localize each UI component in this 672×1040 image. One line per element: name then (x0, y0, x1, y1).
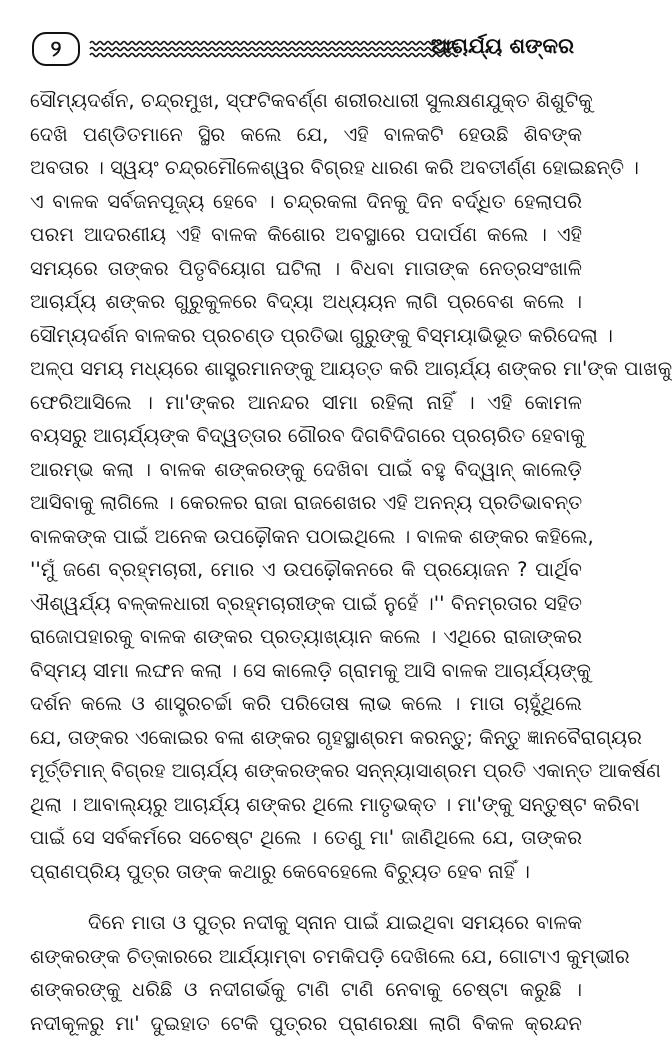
text-line: ଏ ବାଳକ ସର୍ବଜନପୂଜ୍ୟ ହେବେ । ଚନ୍ଦ୍ରକଳା ଦିନକୁ ଦିନ ବର୍ଦ୍ଧିତ ହେଲାପରି (30, 185, 582, 219)
text-line: ଆରମ୍ଭ କଲା । ବାଳକ ଶଙ୍କରଙ୍କୁ ଦେଖିବା ପାଇଁ ବହୁ ବିଦ୍ୱାନ୍ କାଲେଡ଼ି (30, 453, 582, 487)
text-line: ପରମ ଆଦରଣୀୟ ଏହି ବାଳକ କିଶୋର ଅବସ୍ଥାରେ ପଦାର୍ପଣ କଲେ । ଏହି (30, 218, 582, 252)
text-line: ସୌମ୍ୟଦର୍ଶନ ବାଳକର ପ୍ରଚଣ୍ଡ ପ୍ରତିଭା ଗୁରୁଙ୍କୁ ବିସ୍ମୟାଭିଭୂତ କରିଦେଲା । (30, 319, 582, 353)
text-line: ଆସିବାକୁ ଲାଗିଲେ । କେରଳର ରାଜା ରାଜଶେଖର ଏହି ଅନନ୍ୟ ପ୍ରତିଭାବନ୍ତ (30, 486, 582, 520)
paragraph-spacer (30, 888, 582, 906)
text-line: ପାଇଁ ସେ ସର୍ବକର୍ମରେ ସଚେଷ୍ଟ ଥିଲେ । ତେଣୁ ମା' ଜାଣିଥିଲେ ଯେ, ତାଙ୍କର (30, 821, 582, 855)
text-line: ଦିନେ ମାତା ଓ ପୁତ୍ର ନଦୀକୁ ସ୍ନାନ ପାଇଁ ଯାଇଥିବା ସମୟରେ ବାଳକ (30, 906, 582, 940)
text-line: ବୟସରୁ ଆଚାର୍ଯ୍ୟଙ୍କ ବିଦ୍ୱତ୍ତାର ଗୌରବ ଦିଗବିଦିଗରେ ପ୍ରଚାରିତ ହେବାକୁ (30, 419, 582, 453)
page-header (26, 28, 574, 70)
text-line: ଯେ, ତାଙ୍କର ଏକୋଇର ବଳା ଶଙ୍କର ଗୃହସ୍ଥାଶ୍ରମ କରନ୍ତୁ; କିନ୍ତୁ ଜ୍ଞାନବୈରାଗ୍ୟର (30, 721, 582, 755)
text-line: ଶଙ୍କରଙ୍କ ଚିତ୍କାରରେ ଆର୍ଯ୍ୟାମ୍ବା ଚମକିପଡ଼ି ଦେଖିଲେ ଯେ, ଗୋଟାଏ କୁମ୍ଭୀର (30, 940, 582, 974)
text-line: ''ମୁଁ ଜଣେ ବ୍ରହ୍ମଚାରୀ, ମୋର ଏ ଉପଢ଼ୌକନରେ କି ପ୍ରୟୋଜନ ? ପାର୍ଥିବ (30, 553, 582, 587)
paragraph-2 (30, 906, 582, 1040)
text-line: ଅବତାର । ସ୍ୱୟଂ ଚନ୍ଦ୍ରମୌଳେଶ୍ୱର ବିଗ୍ରହ ଧାରଣ କରି ଅବତୀର୍ଣ୍ଣ ହୋଇଛନ୍ତି । (30, 151, 582, 185)
text-line: ଆଚାର୍ଯ୍ୟ ଶଙ୍କର ଗୁରୁକୁଳରେ ବିଦ୍ୟା ଅଧ୍ୟୟନ ଲାଗି ପ୍ରବେଶ କଲେ । (30, 285, 582, 319)
text-line: ଅଳ୍ପ ସମୟ ମଧ୍ୟରେ ଶାସ୍ତ୍ରମାନଙ୍କୁ ଆୟତ୍ତ କରି ଆଚାର୍ଯ୍ୟ ଶଙ୍କର ମା'ଙ୍କ ପାଖକୁ (30, 352, 582, 386)
page-number-badge: ୨ (32, 32, 80, 66)
text-line: ଦେଖି ପଣ୍ଡିତମାନେ ସ୍ଥିର କଲେ ଯେ, ଏହି ବାଳକଟି ହେଉଛି ଶିବଙ୍କ (30, 118, 582, 152)
text-line: ଫେରିଆସିଲେ । ମା'ଙ୍କର ଆନନ୍ଦର ସୀମା ରହିଲା ନାହିଁ । ଏହି କୋମଳ (30, 386, 582, 420)
text-line: ଶଙ୍କରଙ୍କୁ ଧରିଛି ଓ ନଦୀଗର୍ଭକୁ ଟାଣି ଟାଣି ନେବାକୁ ଚେଷ୍ଟା କରୁଛି । (30, 973, 582, 1007)
text-line: ମୂର୍ତ୍ତିମାନ୍ ବିଗ୍ରହ ଆଚାର୍ଯ୍ୟ ଶଙ୍କରଙ୍କର ସନ୍ନ୍ୟାସାଶ୍ରମ ପ୍ରତି ଏକାନ୍ତ ଆକର୍ଷଣ (30, 754, 582, 788)
wave-ornament-divider (90, 34, 456, 64)
text-line: ଦର୍ଶନ କଲେ ଓ ଶାସ୍ତ୍ରଚର୍ଚ୍ଚା କରି ପରିତୋଷ ଲାଭ କଲେ । ମାତା ଚାହୁଁଥିଲେ (30, 687, 582, 721)
text-line: ସମୟରେ ତାଙ୍କର ପିତୃବିୟୋଗ ଘଟିଲା । ବିଧବା ମାତାଙ୍କ ନେତ୍ରସଂଖାଳି (30, 252, 582, 286)
text-line: ରାଜୋପହାରକୁ ବାଳକ ଶଙ୍କର ପ୍ରତ୍ୟାଖ୍ୟାନ କଲେ । ଏଥିରେ ରାଜାଙ୍କର (30, 620, 582, 654)
text-line: ବିସ୍ମୟ ସୀମା ଲଙ୍ଘନ କଲା । ସେ କାଲେଡ଼ି ଗ୍ରାମକୁ ଆସି ବାଳକ ଆଚାର୍ଯ୍ୟଙ୍କୁ (30, 654, 582, 688)
page-body (30, 84, 582, 1040)
text-line: ଥିଲା । ଆବାଲ୍ୟରୁ ଆଚାର୍ଯ୍ୟ ଶଙ୍କର ଥିଲେ ମାତୃଭକ୍ତ । ମା'ଙ୍କୁ ସନ୍ତୁଷ୍ଟ କରିବା (30, 788, 582, 822)
text-line: ବାଳକଙ୍କ ପାଇଁ ଅନେକ ଉପଢ଼ୌକନ ପଠାଇଥିଲେ । ବାଳକ ଶଙ୍କର କହିଲେ, (30, 520, 582, 554)
text-line: ପ୍ରାଣପ୍ରିୟ ପୁତ୍ର ତାଙ୍କ କଥାରୁ କେବେହେଲେ ବିଚ୍ୟୁତ ହେବ ନାହିଁ । (30, 855, 582, 889)
paragraph-1 (30, 84, 582, 888)
text-line: ସୌମ୍ୟଦର୍ଶନ, ଚନ୍ଦ୍ରମୁଖ, ସ୍ଫଟିକବର୍ଣ୍ଣ ଶରୀରଧାରୀ ସୁଲକ୍ଷଣଯୁକ୍ତ ଶିଶୁଟିକୁ (30, 84, 582, 118)
running-title: ଆଚାର୍ଯ୍ୟ ଶଙ୍କର (431, 34, 574, 59)
text-line: ନଦୀକୂଳରୁ ମା' ଦୁଇହାତ ଟେକି ପୁତ୍ରର ପ୍ରାଣରକ୍ଷା ଲାଗି ବିକଳ କ୍ରନ୍ଦନ (30, 1007, 582, 1040)
text-line: ଐଶ୍ୱର୍ଯ୍ୟ ବଳ୍କଳଧାରୀ ବ୍ରହ୍ମଚାରୀଙ୍କ ପାଇଁ ନୁହେଁ ।'' ବିନମ୍ରତାର ସହିତ (30, 587, 582, 621)
